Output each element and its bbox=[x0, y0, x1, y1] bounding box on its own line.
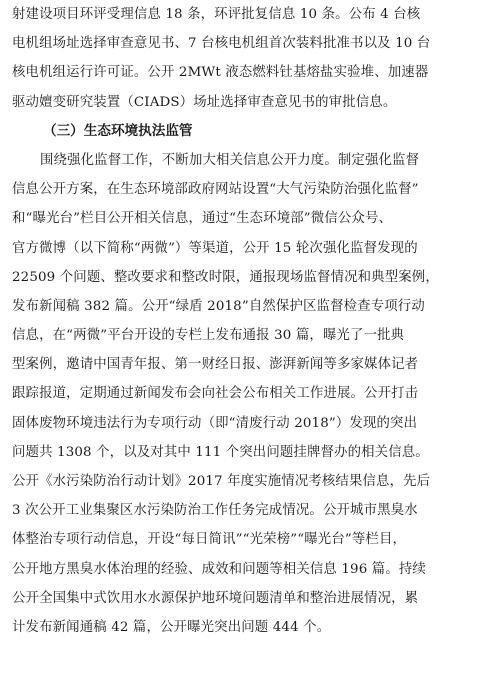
text-line: 围绕强化监督工作，不断加大相关信息公开力度。制定强化监督 bbox=[40, 152, 420, 168]
text-line: 体整治专项行动信息，开设“每日简讯”“光荣榜”“曝光台”等栏目， bbox=[12, 532, 407, 548]
text-line: 公开《水污染防治行动计划》2017 年度实施情况考核结果信息，先后 bbox=[12, 474, 431, 489]
text-line: 官方微博（以下简称“两微”）等渠道，公开 15 轮次强化监督发现的 bbox=[12, 240, 418, 256]
text-line: 电机组场址选择审查意见书、7 台核电机组首次装料批准书以及 10 台 bbox=[12, 36, 431, 52]
text-line: 公开全国集中式饮用水水源保护地环境问题清单和整治进展情况，累 bbox=[12, 590, 419, 606]
text-line: 射建设项目环评受理信息 18 条，环评批复信息 10 条。公布 4 台核 bbox=[12, 7, 421, 22]
section-heading: （三）生态环境执法监管 bbox=[43, 122, 193, 139]
text-line: 问题共 1308 个，以及对其中 111 个突出问题挂牌督办的相关信息。 bbox=[12, 444, 429, 460]
text-line: 核电机组运行许可证。公开 2MWt 液态燃料钍基熔盐实验堆、加速器 bbox=[12, 65, 429, 81]
text-line: 跟踪报道，定期通过新闻发布会向社会公布相关工作进展。公开打击 bbox=[12, 386, 419, 402]
text-line: 发布新闻稿 382 篇。公开“绿盾 2018”自然保护区监督检查专项行动 bbox=[12, 298, 425, 314]
text-line: 型案例，邀请中国青年报、第一财经日报、澎湃新闻等多家媒体记者 bbox=[12, 357, 419, 373]
text-line: 22509 个问题、整改要求和整改时限，通报现场监督情况和典型案例， bbox=[12, 269, 439, 285]
text-line: 计发布新闻通稿 42 篇，公开曝光突出问题 444 个。 bbox=[12, 619, 331, 635]
text-line: 信息公开方案，在生态环境部政府网站设置“大气污染防治强化监督” bbox=[12, 182, 419, 198]
document-page bbox=[12, 0, 488, 642]
text-line: 驱动嬗变研究装置（CIADS）场址选择审查意见书的审批信息。 bbox=[12, 94, 397, 110]
text-line: 和“曝光台”栏目公开相关信息，通过“生态环境部”微信公众号、 bbox=[12, 211, 393, 227]
text-line: 3 次公开工业集聚区水污染防治工作任务完成情况。公开城市黑臭水 bbox=[12, 503, 418, 519]
text-line: 公开地方黑臭水体治理的经验、成效和问题等相关信息 196 篇。持续 bbox=[12, 561, 426, 577]
text-line: 信息，在“两微”平台开设的专栏上发布通报 30 篇，曝光了一批典 bbox=[12, 328, 405, 344]
text-line: 固体废物环境违法行为专项行动（即“清废行动 2018”）发现的突出 bbox=[12, 415, 418, 431]
